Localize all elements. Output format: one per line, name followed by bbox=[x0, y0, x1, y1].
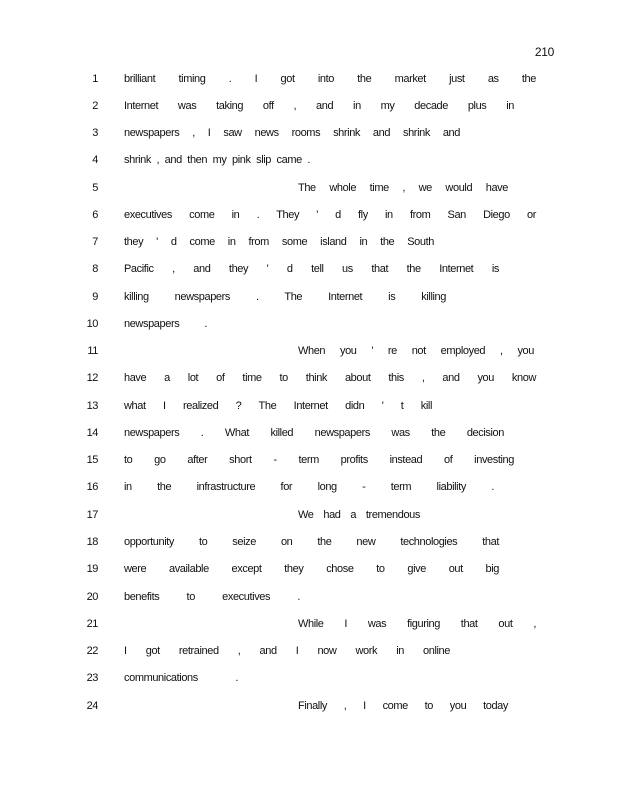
line-text: what I realized ? The Internet didn ' t kill bbox=[124, 400, 432, 412]
line-number: 12 bbox=[86, 372, 98, 384]
transcript-line bbox=[0, 561, 618, 577]
transcript-line bbox=[0, 261, 618, 277]
transcript-line bbox=[0, 452, 618, 468]
line-number: 24 bbox=[86, 700, 98, 712]
transcript-line bbox=[0, 507, 618, 523]
transcript-line bbox=[0, 370, 618, 386]
line-text: in the infrastructure for long - term liability . bbox=[124, 481, 494, 493]
transcript-line bbox=[0, 616, 618, 632]
line-number: 19 bbox=[86, 563, 98, 575]
line-number: 3 bbox=[92, 127, 98, 139]
line-text: I got retrained , and I now work in online bbox=[124, 645, 450, 657]
transcript-line bbox=[0, 152, 618, 168]
line-text: While I was figuring that out , bbox=[298, 618, 536, 630]
line-number: 16 bbox=[86, 481, 98, 493]
line-text: brilliant timing . I got into the market just as the bbox=[124, 73, 536, 85]
line-text: have a lot of time to think about this , and you know bbox=[124, 372, 536, 384]
line-number: 13 bbox=[86, 400, 98, 412]
line-text: Pacific , and they ' d tell us that the Internet is bbox=[124, 263, 499, 275]
line-text: Finally , I come to you today bbox=[298, 700, 508, 712]
line-number: 8 bbox=[92, 263, 98, 275]
line-number: 15 bbox=[86, 454, 98, 466]
transcript-line bbox=[0, 343, 618, 359]
transcript-line bbox=[0, 98, 618, 114]
line-number: 22 bbox=[86, 645, 98, 657]
line-text: executives come in . They ' d fly in from San Diego or bbox=[124, 209, 536, 221]
line-text: killing newspapers . The Internet is killing bbox=[124, 291, 446, 303]
transcript-line bbox=[0, 71, 618, 87]
transcript-line bbox=[0, 534, 618, 550]
transcript-line bbox=[0, 316, 618, 332]
line-text: communications . bbox=[124, 672, 238, 684]
line-number: 6 bbox=[92, 209, 98, 221]
line-text: Internet was taking off , and in my decade plus in bbox=[124, 100, 514, 112]
line-number: 11 bbox=[87, 345, 98, 357]
line-text: newspapers , I saw news rooms shrink and shrink and bbox=[124, 127, 460, 139]
line-text: opportunity to seize on the new technologies that bbox=[124, 536, 499, 548]
transcript-line bbox=[0, 425, 618, 441]
transcript-line bbox=[0, 289, 618, 305]
line-number: 4 bbox=[92, 154, 98, 166]
line-number: 2 bbox=[92, 100, 98, 112]
transcript-line bbox=[0, 207, 618, 223]
line-text: benefits to executives . bbox=[124, 591, 300, 603]
line-number: 1 bbox=[92, 73, 98, 85]
line-number: 18 bbox=[86, 536, 98, 548]
transcript-line bbox=[0, 398, 618, 414]
line-text: shrink , and then my pink slip came . bbox=[124, 154, 310, 166]
line-text: We had a tremendous bbox=[298, 509, 420, 521]
transcript-line bbox=[0, 479, 618, 495]
transcript-line bbox=[0, 234, 618, 250]
line-text: newspapers . bbox=[124, 318, 207, 330]
transcript-line bbox=[0, 589, 618, 605]
line-text: newspapers . What killed newspapers was the decision bbox=[124, 427, 504, 439]
line-text: they ' d come in from some island in the South bbox=[124, 236, 434, 248]
transcript-line bbox=[0, 698, 618, 714]
line-text: When you ' re not employed , you bbox=[298, 345, 534, 357]
line-number: 10 bbox=[86, 318, 98, 330]
line-number: 5 bbox=[92, 182, 98, 194]
line-number: 9 bbox=[92, 291, 98, 303]
line-number: 20 bbox=[86, 591, 98, 603]
line-text: to go after short - term profits instead of investing bbox=[124, 454, 514, 466]
line-text: The whole time , we would have bbox=[298, 182, 508, 194]
line-number: 23 bbox=[86, 672, 98, 684]
transcript-line bbox=[0, 125, 618, 141]
page-number: 210 bbox=[534, 45, 554, 59]
line-number: 21 bbox=[86, 618, 98, 630]
line-number: 14 bbox=[86, 427, 98, 439]
line-number: 7 bbox=[92, 236, 98, 248]
transcript-line bbox=[0, 180, 618, 196]
transcript-line bbox=[0, 643, 618, 659]
line-number: 17 bbox=[86, 509, 98, 521]
transcript-line bbox=[0, 670, 618, 686]
line-text: were available except they chose to give out big bbox=[124, 563, 499, 575]
